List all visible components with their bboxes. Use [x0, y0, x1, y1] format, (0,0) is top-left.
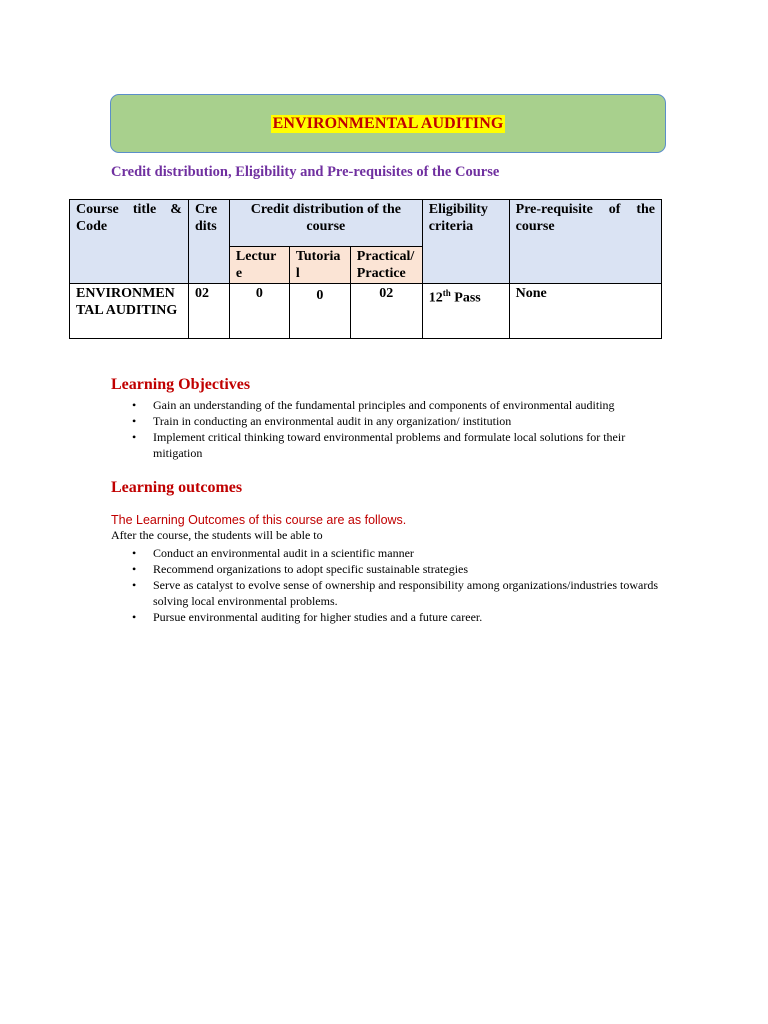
list-item-text: Recommend organizations to adopt specific sustainable strategies — [153, 562, 469, 576]
bullet-icon: • — [132, 562, 137, 576]
outcomes-list — [111, 545, 671, 625]
bullet-icon: • — [132, 546, 137, 560]
cell-course: ENVIRONMEN TAL AUDITING — [70, 284, 189, 339]
objectives-list — [111, 397, 671, 461]
list-item-text: Pursue environmental auditing for higher studies and a future career. — [153, 610, 483, 624]
header-eligibility: Eligibility criteria — [422, 200, 509, 284]
outcomes-heading: Learning outcomes — [111, 479, 243, 496]
bullet-icon: • — [132, 414, 137, 428]
page-title: ENVIRONMENTAL AUDITING — [272, 114, 504, 132]
list-item-text: Conduct an environmental audit in a scientific manner — [153, 546, 414, 560]
section-subtitle: Credit distribution, Eligibility and Pre-requisites of the Course — [111, 164, 500, 180]
cell-eligibility — [422, 284, 509, 339]
list-item — [111, 429, 671, 461]
header-credits: Cre dits — [188, 200, 229, 284]
outcomes-intro: After the course, the students will be able to — [111, 528, 323, 542]
list-item — [111, 577, 671, 609]
bullet-icon: • — [132, 578, 137, 592]
title-box — [110, 94, 666, 153]
cell-prerequisite: None — [509, 284, 661, 339]
list-item — [111, 397, 671, 413]
cell-practical: 02 — [350, 284, 422, 339]
list-item-text: Train in conducting an environmental audit in any organization/ institution — [153, 414, 512, 428]
list-item — [111, 609, 671, 625]
credit-table — [69, 199, 662, 339]
header-course: Course title & Code — [70, 200, 189, 284]
list-item-text: Implement critical thinking toward environmental problems and formulate local solutions for their mitigation — [153, 430, 626, 460]
cell-tutorial: 0 — [289, 284, 350, 339]
bullet-icon: • — [132, 610, 137, 624]
cell-credits: 02 — [188, 284, 229, 339]
list-item — [111, 545, 671, 561]
eligibility-number: 12 — [428, 290, 443, 306]
header-credit-distribution: Credit distribution of the course — [229, 200, 422, 247]
list-item — [111, 561, 671, 577]
header-practical: Practical/ Practice — [350, 247, 422, 284]
header-tutorial: Tutoria l — [289, 247, 350, 284]
bullet-icon: • — [132, 430, 137, 444]
table-header-row — [70, 200, 662, 247]
eligibility-superscript: th — [442, 288, 451, 298]
header-prerequisite: Pre-requisite of the course — [509, 200, 661, 284]
objectives-heading: Learning Objectives — [111, 376, 251, 393]
bullet-icon: • — [132, 398, 137, 412]
list-item — [111, 413, 671, 429]
table-row — [70, 284, 662, 339]
cell-lecture: 0 — [229, 284, 289, 339]
header-lecture: Lectur e — [229, 247, 289, 284]
eligibility-text: Pass — [450, 290, 481, 306]
outcomes-intro-red: The Learning Outcomes of this course are as follows. — [111, 513, 407, 527]
list-item-text: Serve as catalyst to evolve sense of ownership and responsibility among organizations/industries towards solving local environmental problems. — [153, 578, 659, 608]
list-item-text: Gain an understanding of the fundamental principles and components of environmental auditing — [153, 398, 615, 412]
